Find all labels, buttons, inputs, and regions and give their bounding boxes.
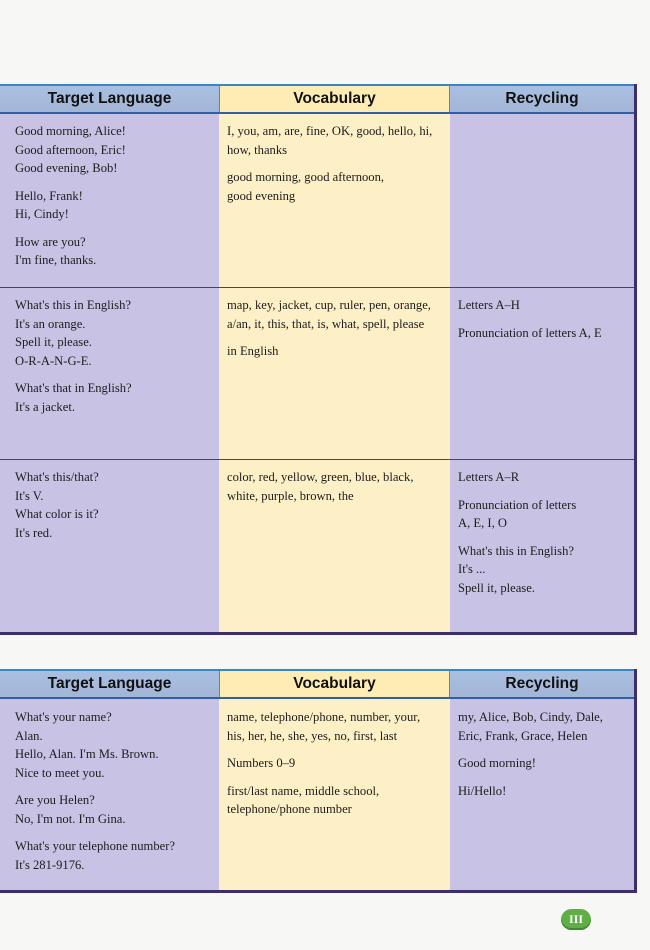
syllabus-table-2: [0, 669, 637, 893]
cell-vocab: [227, 296, 445, 370]
cell-target: [15, 122, 215, 279]
cell-line: A, E, I, O: [458, 516, 507, 530]
header-vocabulary: Vocabulary: [219, 671, 450, 697]
cell-line: Letters A–R: [458, 470, 520, 484]
cell-paragraph: [15, 233, 215, 270]
cell-line: my, Alice, Bob, Cindy, Dale,: [458, 710, 603, 724]
cell-line: telephone/phone number: [227, 802, 352, 816]
cell-line: What's this/that?: [15, 470, 99, 484]
cell-line: What's that in English?: [15, 381, 132, 395]
cell-paragraph: [458, 754, 628, 773]
table-row: [0, 296, 634, 460]
cell-paragraph: [458, 496, 628, 533]
cell-line: in English: [227, 344, 279, 358]
table-row: [0, 468, 634, 628]
cell-line: good evening: [227, 188, 296, 203]
cell-line: Nice to meet you.: [15, 765, 105, 780]
cell-vocab: [227, 708, 445, 828]
cell-paragraph: [227, 342, 445, 361]
cell-line: How are you?: [15, 234, 86, 249]
cell-line: map, key, jacket, cup, ruler, pen, orange,: [227, 298, 431, 312]
cell-line: It's 281-9176.: [15, 857, 85, 872]
cell-paragraph: [458, 296, 628, 315]
cell-line: his, her, he, she, yes, no, first, last: [227, 728, 398, 743]
cell-line: It's ...: [458, 562, 486, 576]
cell-paragraph: [227, 708, 445, 745]
cell-paragraph: [15, 379, 215, 416]
cell-paragraph: [227, 468, 445, 505]
table-header: [0, 84, 634, 114]
cell-paragraph: [458, 468, 628, 487]
cell-line: Good afternoon, Eric!: [15, 142, 126, 157]
cell-line: It's red.: [15, 525, 53, 540]
table-row: [0, 708, 634, 888]
cell-line: first/last name, middle school,: [227, 783, 380, 798]
cell-paragraph: [458, 782, 628, 801]
cell-line: Spell it, please.: [15, 335, 92, 349]
cell-line: a/an, it, this, that, is, what, spell, please: [227, 316, 425, 331]
cell-line: good morning, good afternoon,: [227, 170, 385, 184]
cell-line: What's this in English?: [15, 298, 131, 312]
cell-line: Pronunciation of letters A, E: [458, 325, 602, 340]
cell-vocab: [227, 468, 445, 514]
cell-line: I'm fine, thanks.: [15, 253, 97, 267]
cell-line: What color is it?: [15, 507, 99, 521]
page-number-badge: III: [561, 909, 591, 930]
cell-target: [15, 708, 215, 883]
syllabus-table-1: [0, 84, 637, 635]
cell-paragraph: [15, 468, 215, 542]
cell-line: Spell it, please.: [458, 580, 535, 595]
cell-target: [15, 296, 215, 425]
cell-vocab: [227, 122, 445, 214]
cell-line: Hello, Alan. I'm Ms. Brown.: [15, 747, 159, 761]
header-target-language: Target Language: [0, 86, 219, 112]
cell-line: Good morning, Alice!: [15, 124, 126, 138]
cell-line: I, you, am, are, fine, OK, good, hello, hi,: [227, 124, 433, 138]
cell-line: Pronunciation of letters: [458, 497, 577, 512]
cell-line: O-R-A-N-G-E.: [15, 353, 92, 368]
header-target-language: Target Language: [0, 671, 219, 697]
cell-line: how, thanks: [227, 142, 288, 157]
cell-line: It's an orange.: [15, 316, 86, 331]
cell-line: Alan.: [15, 728, 43, 743]
cell-line: Good morning!: [458, 756, 537, 770]
header-recycling: Recycling: [450, 671, 634, 697]
cell-line: Eric, Frank, Grace, Helen: [458, 728, 588, 743]
header-recycling: Recycling: [450, 86, 634, 112]
cell-line: Hi/Hello!: [458, 783, 507, 798]
cell-line: Good evening, Bob!: [15, 161, 118, 175]
cell-line: It's a jacket.: [15, 399, 75, 414]
cell-line: Hi, Cindy!: [15, 207, 69, 221]
cell-line: It's V.: [15, 488, 44, 503]
cell-line: name, telephone/phone, number, your,: [227, 710, 421, 724]
cell-line: No, I'm not. I'm Gina.: [15, 811, 126, 826]
cell-line: What's your name?: [15, 710, 112, 724]
cell-paragraph: [15, 708, 215, 782]
header-vocabulary: Vocabulary: [219, 86, 450, 112]
cell-paragraph: [227, 782, 445, 819]
cell-paragraph: [458, 324, 628, 343]
cell-line: Numbers 0–9: [227, 756, 296, 770]
cell-paragraph: [15, 122, 215, 178]
cell-paragraph: [458, 542, 628, 598]
cell-line: Are you Helen?: [15, 793, 95, 807]
cell-recycling: [458, 708, 628, 809]
cell-target: [15, 468, 215, 551]
table-header: [0, 669, 634, 699]
cell-paragraph: [15, 296, 215, 370]
cell-recycling: [458, 468, 628, 606]
table-row: [0, 122, 634, 288]
cell-line: Letters A–H: [458, 298, 520, 312]
cell-line: white, purple, brown, the: [227, 488, 354, 503]
cell-line: What's your telephone number?: [15, 839, 175, 853]
cell-paragraph: [227, 168, 445, 205]
cell-paragraph: [458, 708, 628, 745]
cell-paragraph: [227, 296, 445, 333]
cell-line: Hello, Frank!: [15, 188, 83, 203]
cell-line: What's this in English?: [458, 543, 574, 558]
cell-line: color, red, yellow, green, blue, black,: [227, 470, 414, 484]
cell-paragraph: [15, 791, 215, 828]
cell-paragraph: [15, 837, 215, 874]
cell-paragraph: [227, 754, 445, 773]
cell-paragraph: [15, 187, 215, 224]
cell-recycling: [458, 296, 628, 351]
cell-paragraph: [227, 122, 445, 159]
